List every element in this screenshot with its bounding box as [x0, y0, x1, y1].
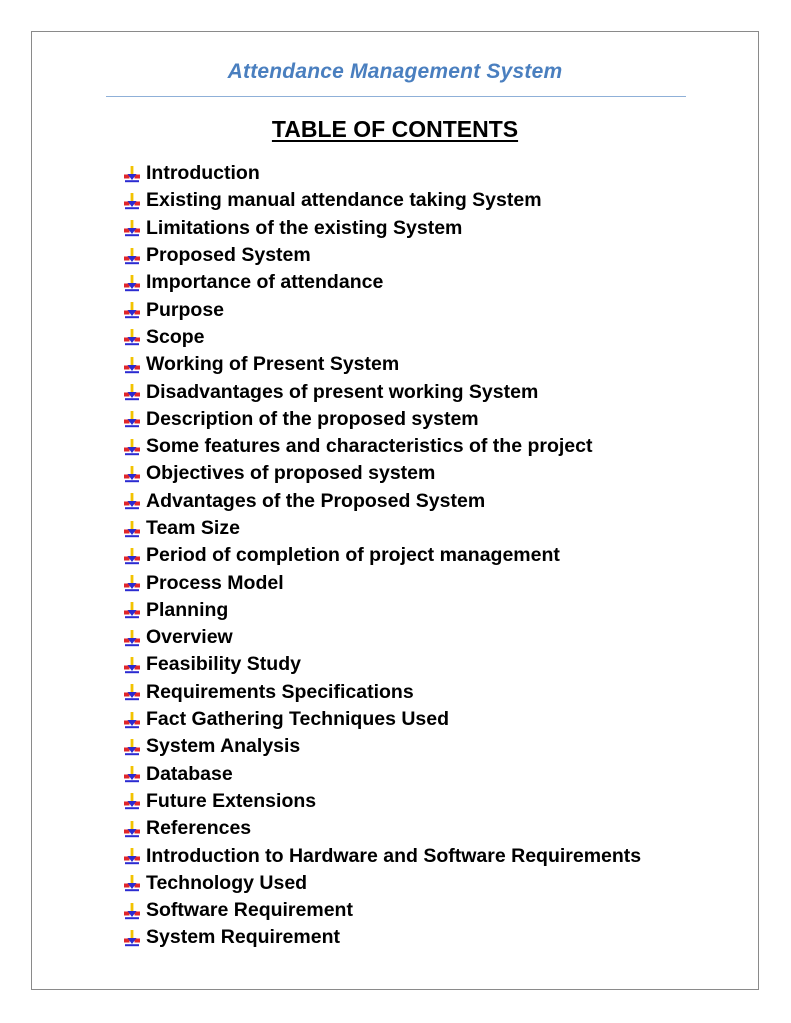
toc-item	[124, 215, 641, 242]
toc-item-label: References	[146, 817, 252, 840]
toc-item	[124, 870, 641, 897]
toc-item-label: Purpose	[146, 298, 225, 321]
toc-item	[124, 897, 641, 924]
toc-item	[124, 542, 641, 569]
header-divider	[106, 96, 686, 97]
down-arrow-bullet-icon	[124, 192, 140, 210]
toc-item-label: Database	[146, 762, 233, 785]
toc-item	[124, 761, 641, 788]
down-arrow-bullet-icon	[124, 601, 140, 619]
down-arrow-bullet-icon	[124, 711, 140, 729]
toc-item-label: Some features and characteristics of the project	[146, 435, 593, 458]
toc-item-label: Limitations of the existing System	[146, 216, 463, 239]
down-arrow-bullet-icon	[124, 328, 140, 346]
down-arrow-bullet-icon	[124, 792, 140, 810]
down-arrow-bullet-icon	[124, 656, 140, 674]
down-arrow-bullet-icon	[124, 356, 140, 374]
down-arrow-bullet-icon	[124, 765, 140, 783]
toc-item	[124, 788, 641, 815]
down-arrow-bullet-icon	[124, 574, 140, 592]
toc-item	[124, 515, 641, 542]
toc-item-label: Future Extensions	[146, 789, 317, 812]
down-arrow-bullet-icon	[124, 492, 140, 510]
toc-item-label: Objectives of proposed system	[146, 462, 436, 485]
toc-item-label: Working of Present System	[146, 353, 400, 376]
toc-item	[124, 488, 641, 515]
toc-item-label: Requirements Specifications	[146, 680, 414, 703]
toc-item-label: Technology Used	[146, 871, 308, 894]
down-arrow-bullet-icon	[124, 902, 140, 920]
down-arrow-bullet-icon	[124, 219, 140, 237]
toc-item	[124, 433, 641, 460]
down-arrow-bullet-icon	[124, 165, 140, 183]
toc-item	[124, 569, 641, 596]
toc-item	[124, 378, 641, 405]
toc-item-label: Existing manual attendance taking System	[146, 189, 542, 212]
down-arrow-bullet-icon	[124, 465, 140, 483]
down-arrow-bullet-icon	[124, 820, 140, 838]
toc-item-label: Scope	[146, 325, 205, 348]
toc-item-label: Planning	[146, 598, 229, 621]
down-arrow-bullet-icon	[124, 438, 140, 456]
toc-item-label: Introduction to Hardware and Software Requirements	[146, 844, 642, 867]
toc-item	[124, 651, 641, 678]
toc-item-label: Feasibility Study	[146, 653, 301, 676]
toc-item-label: Importance of attendance	[146, 271, 384, 294]
down-arrow-bullet-icon	[124, 301, 140, 319]
toc-item	[124, 624, 641, 651]
toc-item-label: Introduction	[146, 162, 260, 185]
toc-item-label: Fact Gathering Techniques Used	[146, 708, 450, 731]
toc-item	[124, 706, 641, 733]
toc-item-label: Description of the proposed system	[146, 407, 479, 430]
down-arrow-bullet-icon	[124, 383, 140, 401]
down-arrow-bullet-icon	[124, 247, 140, 265]
down-arrow-bullet-icon	[124, 683, 140, 701]
document-page	[31, 31, 759, 990]
toc-item-label: Process Model	[146, 571, 284, 594]
toc-item	[124, 406, 641, 433]
toc-item-label: System Requirement	[146, 926, 340, 949]
toc-item-label: Proposed System	[146, 244, 311, 267]
down-arrow-bullet-icon	[124, 410, 140, 428]
toc-item	[124, 187, 641, 214]
down-arrow-bullet-icon	[124, 738, 140, 756]
toc-item-label: Disadvantages of present working System	[146, 380, 539, 403]
toc-item	[124, 842, 641, 869]
down-arrow-bullet-icon	[124, 520, 140, 538]
down-arrow-bullet-icon	[124, 274, 140, 292]
toc-item	[124, 351, 641, 378]
down-arrow-bullet-icon	[124, 547, 140, 565]
toc-item	[124, 924, 641, 951]
down-arrow-bullet-icon	[124, 929, 140, 947]
toc-item	[124, 242, 641, 269]
toc-item	[124, 160, 641, 187]
toc-item	[124, 460, 641, 487]
toc-item	[124, 679, 641, 706]
down-arrow-bullet-icon	[124, 847, 140, 865]
down-arrow-bullet-icon	[124, 874, 140, 892]
toc-item-label: Period of completion of project management	[146, 544, 560, 567]
toc-heading-text: TABLE OF CONTENTS	[271, 116, 519, 142]
down-arrow-bullet-icon	[124, 629, 140, 647]
toc-list	[124, 160, 641, 952]
toc-item	[124, 296, 641, 323]
toc-item	[124, 815, 641, 842]
toc-item	[124, 269, 641, 296]
document-header-title: Attendance Management System	[227, 60, 563, 83]
toc-item-label: Software Requirement	[146, 899, 353, 922]
toc-heading	[32, 116, 758, 143]
toc-item-label: System Analysis	[146, 735, 301, 758]
toc-item-label: Team Size	[146, 517, 240, 539]
toc-item	[124, 733, 641, 760]
toc-item	[124, 324, 641, 351]
toc-item-label: Overview	[146, 626, 233, 649]
toc-item	[124, 597, 641, 624]
toc-item-label: Advantages of the Proposed System	[146, 489, 486, 512]
